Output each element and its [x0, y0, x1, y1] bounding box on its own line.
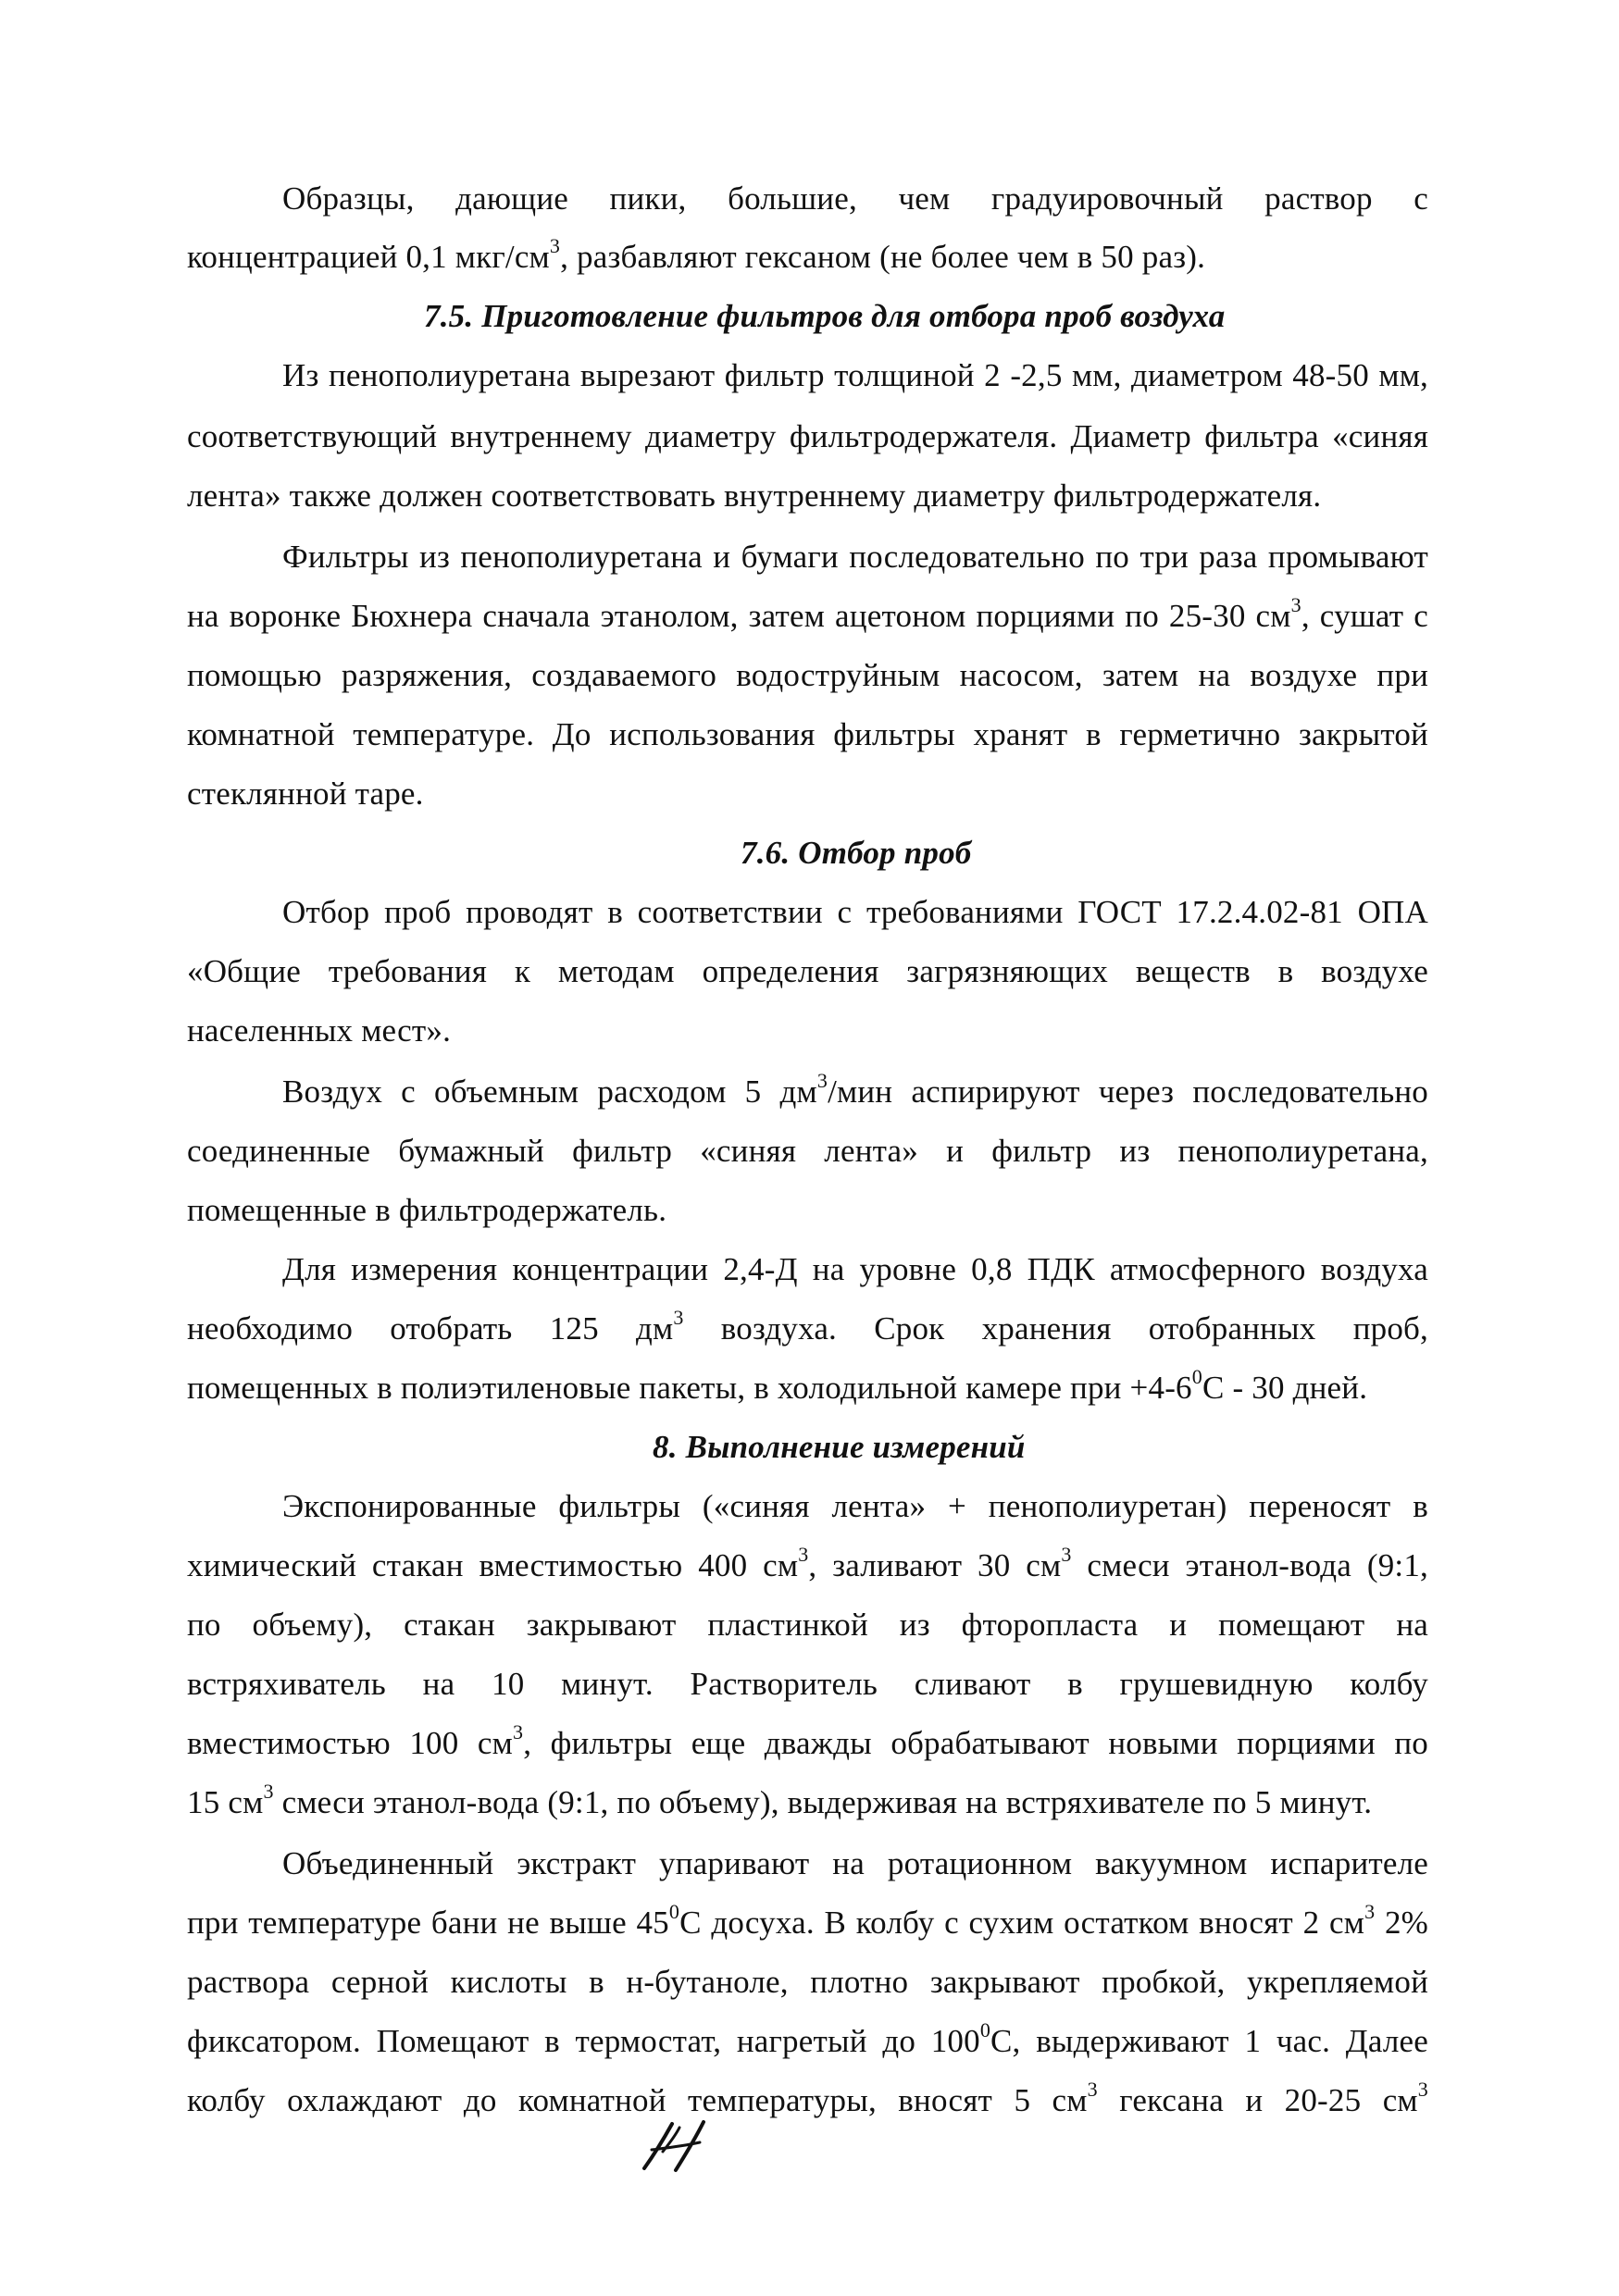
- text: фиксатором. Помещают в термостат, нагретый до 100: [187, 2023, 980, 2059]
- text: смеси этанол-вода (9:1, по объему), выдерживая на встряхивателе по 5 минут.: [273, 1784, 1373, 1820]
- paragraph-1-line-2: [187, 234, 1206, 278]
- heading-7-6: 7.6. Отбор проб: [741, 835, 972, 871]
- paragraph-7-line-4: [187, 1664, 1428, 1705]
- text: 2%: [1375, 1905, 1428, 1941]
- text: соединенные бумажный фильтр «синяя лента» и фильтр из пенополиуретана,: [187, 1133, 1428, 1169]
- paragraph-2-line-2: [187, 416, 1428, 457]
- heading-7-5: 7.5. Приготовление фильтров для отбора проб воздуха: [424, 298, 1226, 334]
- text: /мин аспирируют через последовательно: [828, 1074, 1428, 1110]
- superscript: 3: [673, 1306, 684, 1330]
- text: воздуха. Срок хранения отобранных проб,: [683, 1310, 1428, 1347]
- paragraph-4-line-2: [187, 951, 1428, 992]
- paragraph-6-line-1: [282, 1249, 1428, 1290]
- heading-8: 8. Выполнение измерений: [653, 1429, 1026, 1465]
- paragraph-2-line-3: [187, 476, 1321, 516]
- paragraph-8-line-1: [282, 1843, 1428, 1884]
- paragraph-7-line-6: [187, 1782, 1372, 1823]
- superscript: 0: [979, 2018, 991, 2042]
- superscript: 3: [1290, 593, 1301, 617]
- paragraph-2-line-1: [282, 355, 1428, 396]
- text: Для измерения концентрации 2,4-Д на уровне 0,8 ПДК атмосферного воздуха: [282, 1251, 1428, 1287]
- paragraph-7-line-2: [187, 1545, 1428, 1586]
- text: Объединенный экстракт упаривают на ротационном вакуумном испарителе: [282, 1845, 1428, 1881]
- paragraph-7-line-1: [282, 1486, 1428, 1527]
- superscript: 3: [549, 234, 561, 258]
- superscript: 3: [816, 1069, 828, 1093]
- text: С, выдерживают 1 час. Далее: [990, 2023, 1428, 2059]
- text: Образцы, дающие пики, большие, чем градуировочный раствор с: [282, 180, 1428, 217]
- text: колбу охлаждают до комнатной температуры, вносят 5 см: [187, 2082, 1088, 2118]
- paragraph-8-line-2: [187, 1900, 1428, 1943]
- text: химический стакан вместимостью 400 см: [187, 1547, 799, 1583]
- text: соответствующий внутреннему диаметру фильтродержателя. Диаметр фильтра «синяя: [187, 418, 1428, 454]
- paragraph-7-line-3: [187, 1605, 1428, 1645]
- text: при температуре бани не выше 45: [187, 1905, 669, 1941]
- superscript: 3: [798, 1543, 809, 1567]
- text: , заливают 30 см: [808, 1547, 1062, 1583]
- text: Воздух с объемным расходом 5 дм: [282, 1074, 817, 1110]
- text: С досуха. В колбу с сухим остатком вносят 2 см: [679, 1905, 1365, 1941]
- text: встряхиватель на 10 минут. Растворитель сливают в грушевидную колбу: [187, 1666, 1428, 1702]
- text: смеси этанол-вода (9:1,: [1071, 1547, 1428, 1583]
- text: гексана и 20-25 см: [1097, 2082, 1418, 2118]
- paragraph-4-line-3: [187, 1011, 451, 1051]
- superscript: 3: [1417, 2078, 1428, 2102]
- handwritten-page-number: [639, 2115, 713, 2179]
- text: Фильтры из пенополиуретана и бумаги последовательно по три раза промывают: [282, 539, 1428, 575]
- superscript: 3: [1087, 2078, 1098, 2102]
- text: лента» также должен соответствовать внутреннему диаметру фильтродержателя.: [187, 478, 1322, 514]
- paragraph-5-line-3: [187, 1190, 666, 1231]
- paragraph-8-line-3: [187, 1962, 1428, 2003]
- paragraph-3-line-1: [282, 537, 1428, 577]
- paragraph-8-line-5: [187, 2080, 1428, 2121]
- text: раствора серной кислоты в н-бутаноле, плотно закрывают пробкой, укрепляемой: [187, 1964, 1428, 2000]
- text: концентрацией 0,1 мкг/см: [187, 239, 550, 275]
- paragraph-3-line-3: [187, 655, 1428, 696]
- text: стеклянной таре.: [187, 776, 424, 812]
- text: помощью разряжения, создаваемого водоструйным насосом, затем на воздухе при: [187, 657, 1428, 693]
- text: населенных мест».: [187, 1012, 452, 1049]
- text: С - 30 дней.: [1202, 1370, 1368, 1406]
- paragraph-6-line-3: [187, 1365, 1368, 1409]
- paragraph-7-line-5: [187, 1720, 1428, 1764]
- superscript: 3: [513, 1720, 524, 1744]
- text: комнатной температуре. До использования фильтры хранят в герметично закрытой: [187, 716, 1428, 752]
- text: «Общие требования к методам определения загрязняющих веществ в воздухе: [187, 953, 1428, 989]
- paragraph-3-line-5: [187, 774, 424, 814]
- paragraph-3-line-4: [187, 714, 1428, 755]
- text: необходимо отобрать 125 дм: [187, 1310, 674, 1347]
- superscript: 0: [1191, 1365, 1202, 1389]
- paragraph-6-line-2: [187, 1306, 1428, 1349]
- superscript: 3: [1364, 1900, 1376, 1924]
- paragraph-1-line-1: [282, 179, 1428, 219]
- superscript: 0: [668, 1900, 680, 1924]
- paragraph-3-line-2: [187, 593, 1428, 637]
- paragraph-4-line-1: [282, 892, 1428, 933]
- text: Из пенополиуретана вырезают фильтр толщиной 2 -2,5 мм, диаметром 48-50 мм,: [282, 357, 1428, 393]
- text: на воронке Бюхнера сначала этанолом, затем ацетоном порциями по 25-30 см: [187, 598, 1291, 634]
- text: вместимостью 100 см: [187, 1725, 513, 1761]
- superscript: 3: [263, 1780, 274, 1804]
- text: , сушат с: [1301, 598, 1428, 634]
- superscript: 3: [1061, 1543, 1072, 1567]
- text: Отбор проб проводят в соответствии с требованиями ГОСТ 17.2.4.02-81 ОПА: [282, 894, 1428, 930]
- text: 15 см: [187, 1784, 264, 1820]
- text: помещенных в полиэтиленовые пакеты, в холодильной камере при +4-6: [187, 1370, 1192, 1406]
- paragraph-5-line-1: [282, 1069, 1428, 1112]
- text: помещенные в фильтродержатель.: [187, 1192, 667, 1228]
- text: по объему), стакан закрывают пластинкой из фторопласта и помещают на: [187, 1607, 1428, 1643]
- text: , разбавляют гексаном (не более чем в 50 раз).: [560, 239, 1206, 275]
- text: , фильтры еще дважды обрабатывают новыми порциями по: [523, 1725, 1428, 1761]
- paragraph-5-line-2: [187, 1131, 1428, 1172]
- paragraph-8-line-4: [187, 2018, 1428, 2062]
- text: Экспонированные фильтры («синяя лента» + пенополиуретан) переносят в: [282, 1488, 1428, 1524]
